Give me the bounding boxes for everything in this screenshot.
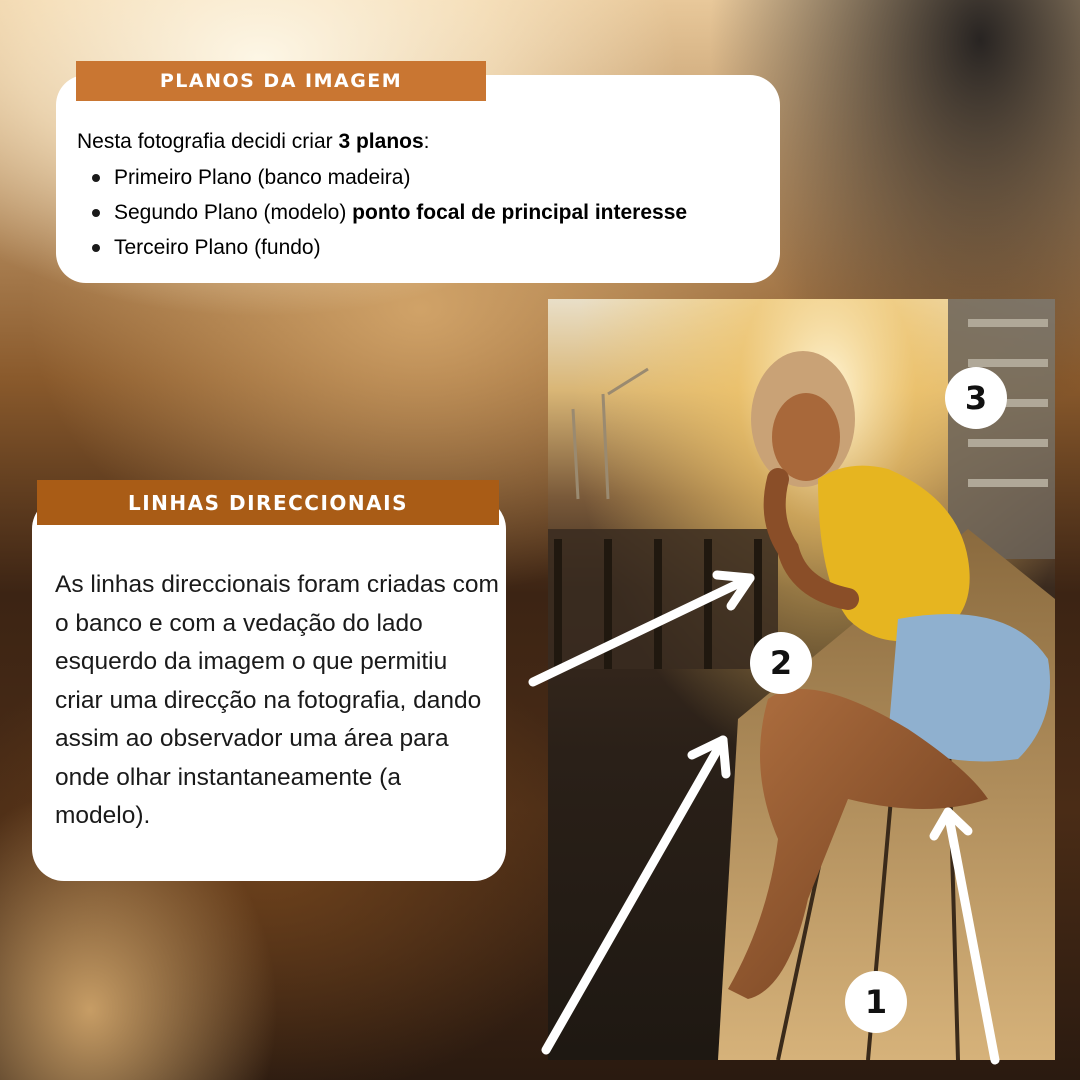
lines-paragraph: As linhas direccionais foram criadas com o banco e com a vedação do lado esquerdo da imagem o que permitiu criar uma direcção na fotografia, dando assim ao observador uma área para onde olhar instantaneamente (a modelo).	[55, 571, 499, 829]
plane-badge-1: 1	[845, 971, 907, 1033]
planes-list-item	[90, 230, 687, 265]
planes-item-bold: ponto focal de principal interesse	[352, 201, 688, 224]
plane-badge-2: 2	[750, 632, 812, 694]
planes-intro	[77, 128, 430, 156]
lines-card-label: LINHAS DIRECCIONAIS	[37, 480, 499, 525]
planes-item-text: Segundo Plano (modelo)	[114, 201, 353, 224]
building-balcony	[968, 479, 1048, 487]
building	[948, 299, 1055, 559]
planes-card-label: PLANOS DA IMAGEM	[76, 61, 486, 101]
planes-intro-prefix: Nesta fotografia decidi criar	[77, 130, 339, 153]
planes-list-item	[90, 160, 687, 195]
plane-badge-3: 3	[945, 367, 1007, 429]
planes-intro-suffix: :	[423, 130, 430, 153]
building-balcony	[968, 439, 1048, 447]
fence	[548, 529, 778, 669]
planes-list	[90, 160, 687, 265]
planes-item-text: Terceiro Plano (fundo)	[114, 236, 321, 259]
planes-item-text: Primeiro Plano (banco madeira)	[114, 166, 411, 189]
planes-list-item	[90, 195, 687, 230]
building-balcony	[968, 359, 1048, 367]
building-balcony	[968, 319, 1048, 327]
face	[772, 393, 840, 481]
planes-intro-bold: 3 planos	[338, 130, 424, 153]
